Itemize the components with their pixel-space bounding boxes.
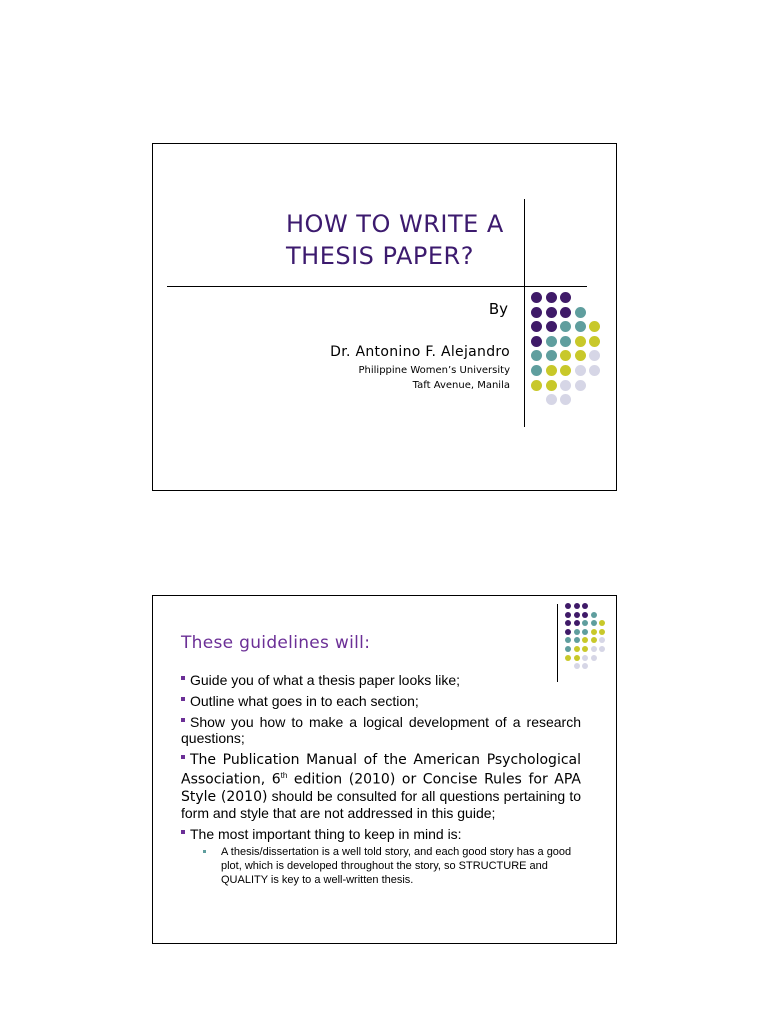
decorative-dot	[575, 321, 586, 332]
title-slide	[152, 143, 617, 491]
decorative-dot	[574, 603, 580, 609]
decorative-dot	[560, 380, 571, 391]
decorative-dot	[531, 365, 542, 376]
list-item-text: The Publication Manual of the American Psychological Association, 6	[181, 752, 581, 788]
by-label: By	[488, 300, 508, 318]
decorative-dot	[582, 655, 588, 661]
decorative-dot	[546, 307, 557, 318]
decorative-dot	[546, 350, 557, 361]
decorative-dot	[582, 603, 588, 609]
list-item	[181, 751, 581, 821]
decorative-dot	[565, 620, 571, 626]
decorative-dot	[574, 637, 580, 643]
decorative-dot	[565, 629, 571, 635]
decorative-dot	[565, 655, 571, 661]
decorative-dot	[546, 380, 557, 391]
decorative-dot	[575, 380, 586, 391]
decorative-dot	[589, 321, 600, 332]
square-bullet-icon	[181, 697, 185, 701]
decorative-dot	[531, 336, 542, 347]
square-bullet-icon	[181, 718, 185, 722]
decorative-dot	[582, 629, 588, 635]
decorative-dot	[531, 380, 542, 391]
decorative-dot	[565, 637, 571, 643]
decorative-dot	[589, 365, 600, 376]
decorative-dot	[582, 646, 588, 652]
decorative-dot	[531, 350, 542, 361]
list-item-text: Outline what goes in to each section;	[190, 693, 419, 709]
decorative-dot	[599, 637, 605, 643]
decorative-dot	[599, 629, 605, 635]
decorative-dot	[565, 612, 571, 618]
guidelines-slide	[152, 595, 617, 944]
decorative-dot	[560, 394, 571, 405]
superscript: th	[280, 771, 288, 780]
list-item-text: The most important thing to keep in mind is:	[190, 825, 462, 842]
vertical-divider	[557, 604, 558, 682]
decorative-dot	[546, 292, 557, 303]
decorative-dot	[560, 336, 571, 347]
slide-title	[286, 208, 526, 272]
decorative-dot	[591, 629, 597, 635]
decorative-dot	[546, 394, 557, 405]
decorative-dot	[591, 655, 597, 661]
decorative-dot	[591, 637, 597, 643]
decorative-dot	[575, 336, 586, 347]
decorative-dot	[546, 336, 557, 347]
decorative-dot	[591, 646, 597, 652]
decorative-dot	[574, 663, 580, 669]
list-item-text: Show you how to make a logical development of a research questions;	[181, 714, 581, 746]
decorative-dot	[565, 603, 571, 609]
decorative-dot	[582, 620, 588, 626]
decorative-dot	[599, 620, 605, 626]
list-item-text: edition (2010) or Concise Rules for APA Style (2010)	[181, 771, 581, 805]
decorative-dot	[582, 637, 588, 643]
vertical-divider	[524, 199, 525, 427]
decorative-dot	[589, 350, 600, 361]
decorative-dot	[560, 307, 571, 318]
decorative-dot	[574, 655, 580, 661]
slide-heading: These guidelines will:	[181, 633, 371, 653]
decorative-dot	[546, 321, 557, 332]
decorative-dot	[531, 307, 542, 318]
decorative-dot	[582, 663, 588, 669]
horizontal-divider	[167, 286, 587, 287]
decorative-dot	[531, 321, 542, 332]
list-item	[181, 826, 581, 887]
decorative-dot	[574, 646, 580, 652]
institution-name: Philippine Women’s University	[358, 365, 510, 376]
institution-address: Taft Avenue, Manila	[412, 380, 510, 391]
decorative-dot	[575, 350, 586, 361]
decorative-dot	[574, 629, 580, 635]
decorative-dot	[575, 365, 586, 376]
list-item	[181, 672, 581, 688]
decorative-dot	[574, 620, 580, 626]
sub-list-item-text: A thesis/dissertation is a well told story, and each good story has a good plot, which is developed throughout the story, so STRUCTURE and QUALITY is key to a well-written thesis.	[221, 845, 572, 886]
decorative-dot	[582, 612, 588, 618]
sub-list-item	[203, 845, 581, 887]
decorative-dot	[531, 292, 542, 303]
square-bullet-icon	[181, 755, 185, 759]
decorative-dot	[574, 612, 580, 618]
decorative-dot	[591, 620, 597, 626]
square-bullet-icon	[203, 850, 206, 853]
square-bullet-icon	[181, 830, 185, 834]
slide-title-line-2: THESIS PAPER?	[286, 242, 474, 270]
list-item-text: Guide you of what a thesis paper looks like;	[190, 672, 461, 688]
decorative-dot	[599, 646, 605, 652]
list-item	[181, 693, 581, 709]
decorative-dot	[546, 365, 557, 376]
list-item-text: should be consulted for all questions pertaining to form and style that are not addressed in this guide;	[181, 787, 581, 821]
decorative-dot	[560, 292, 571, 303]
decorative-dot	[560, 321, 571, 332]
decorative-dot	[575, 307, 586, 318]
sub-list	[203, 845, 581, 887]
list-item	[181, 714, 581, 746]
decorative-dot	[589, 336, 600, 347]
decorative-dot	[565, 646, 571, 652]
decorative-dot	[591, 612, 597, 618]
square-bullet-icon	[181, 676, 185, 680]
slide-title-line-1: HOW TO WRITE A	[286, 210, 504, 238]
guidelines-list	[181, 672, 581, 892]
decorative-dot	[560, 365, 571, 376]
decorative-dot	[560, 350, 571, 361]
author-name: Dr. Antonino F. Alejandro	[330, 344, 510, 360]
